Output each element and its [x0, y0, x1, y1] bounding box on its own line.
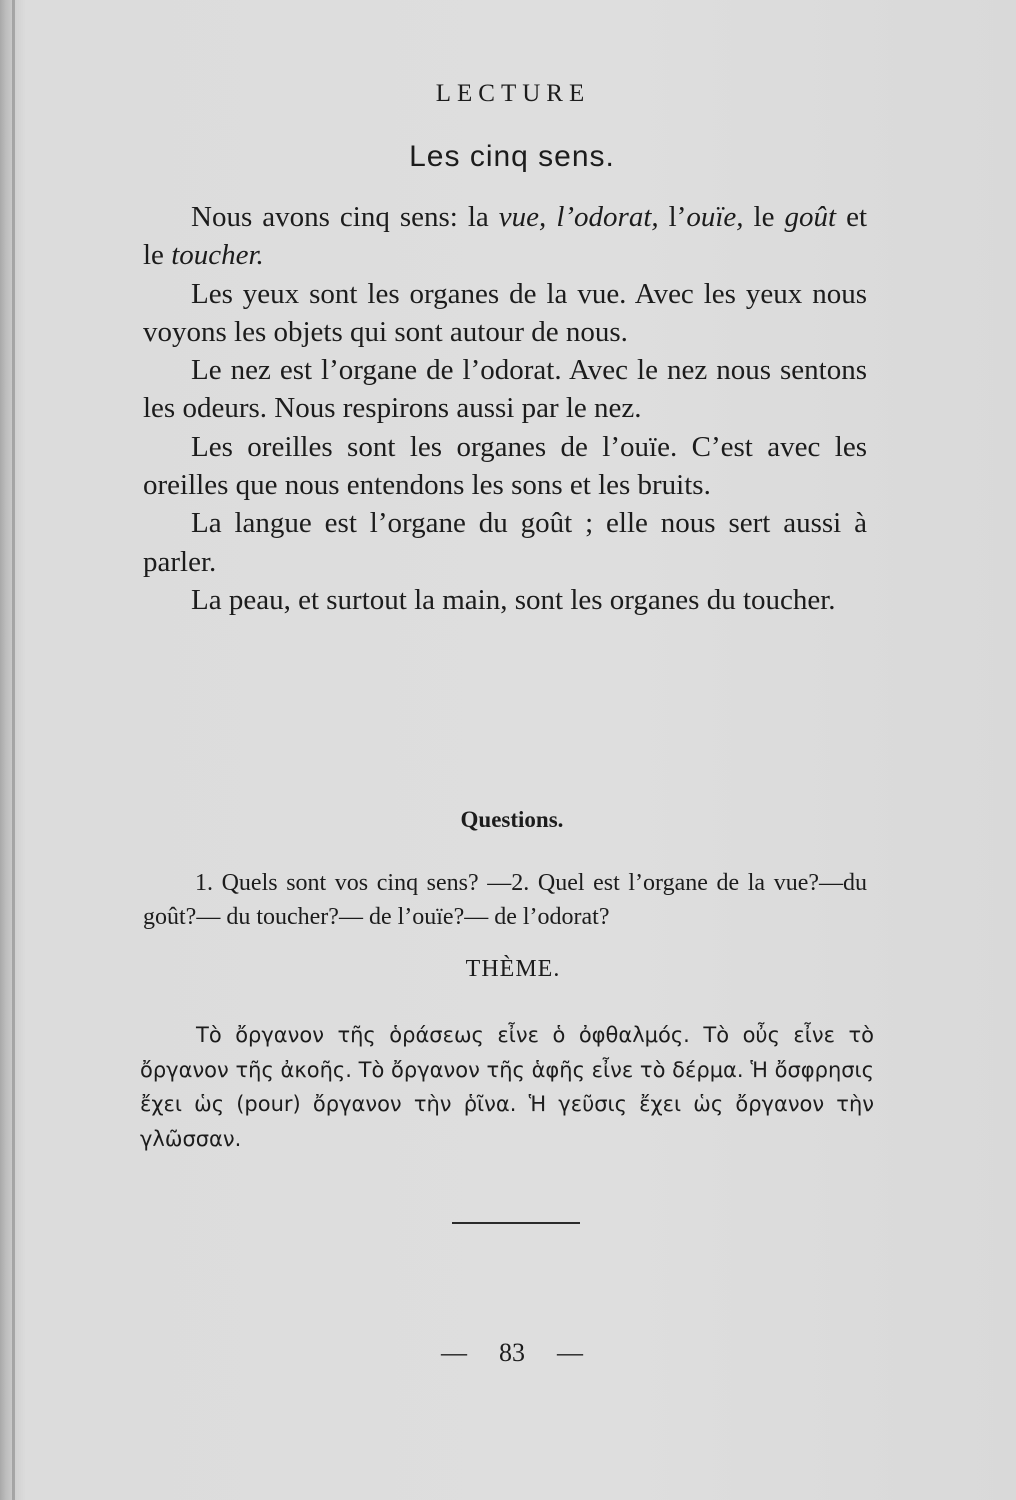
paragraph-2: Les yeux sont les organes de la vue. Avec les yeux nous voyons les objets qui sont autour de nous.: [143, 277, 867, 348]
lesson-title: Les cinq sens.: [409, 140, 615, 173]
section-header: LECTURE: [435, 80, 591, 107]
paragraph-5: La langue est l’organe du goût ; elle nous sert aussi à parler.: [143, 507, 867, 578]
page-number: [0, 1338, 1016, 1368]
reading-text: [143, 198, 867, 619]
page-number-dash-right: —: [557, 1338, 583, 1367]
p1-text-b: [546, 201, 556, 233]
theme-heading: THÈME.: [465, 956, 561, 982]
theme-greek-text: Τὸ ὄργανον τῆς ὁράσεως εἶνε ὁ ὀφθαλμός. Τὸ οὖς εἶνε τὸ ὄργανον τῆς ἀκοῆς. Τὸ ὄργανον τῆς ἁφῆς εἶνε τὸ δέρμα. Ἡ ὄσφρησις ἔχει ὡς (pour) ὄργανον τὴν ῥῖνα. Ἡ γεῦσις ἔχει ὡς ὄργανον τὴν γλῶσσαν.: [140, 1023, 874, 1151]
p1-text-d: le: [743, 201, 785, 233]
p1-italic-odorat: l’odorat,: [556, 201, 659, 233]
page-number-value: 83: [499, 1338, 525, 1367]
paragraph-4: Les oreilles sont les organes de l’ouïe. C’est avec les oreilles que nous entendons les sons et les bruits.: [143, 430, 867, 502]
p1-italic-vue: vue,: [498, 201, 547, 233]
page-number-dash-left: —: [441, 1338, 467, 1367]
page-spine-edge: [12, 0, 15, 1500]
p1-text-a: Nous avons cinq sens: la: [191, 201, 499, 233]
p1-italic-gout: goût: [784, 201, 837, 233]
questions-heading: Questions.: [460, 807, 564, 832]
section-divider: [452, 1222, 580, 1224]
p1-italic-toucher: toucher.: [171, 239, 264, 272]
paragraph-3: Le nez est l’organe de l’odorat. Avec le nez nous sentons les odeurs. Nous respirons aussi par le nez.: [143, 354, 867, 425]
paragraph-1: [143, 198, 867, 275]
questions-text: 1. Quels sont vos cinq sens? —2. Quel est l’organe de la vue?—du goût?— du toucher?— de l’ouïe?— de l’odorat?: [143, 870, 867, 930]
p1-text-c: l’: [658, 201, 687, 233]
p1-italic-ouie: ouïe,: [686, 201, 744, 233]
p1-text-e: et le: [143, 201, 868, 272]
paragraph-6: La peau, et surtout la main, sont les organes du toucher.: [191, 583, 836, 616]
